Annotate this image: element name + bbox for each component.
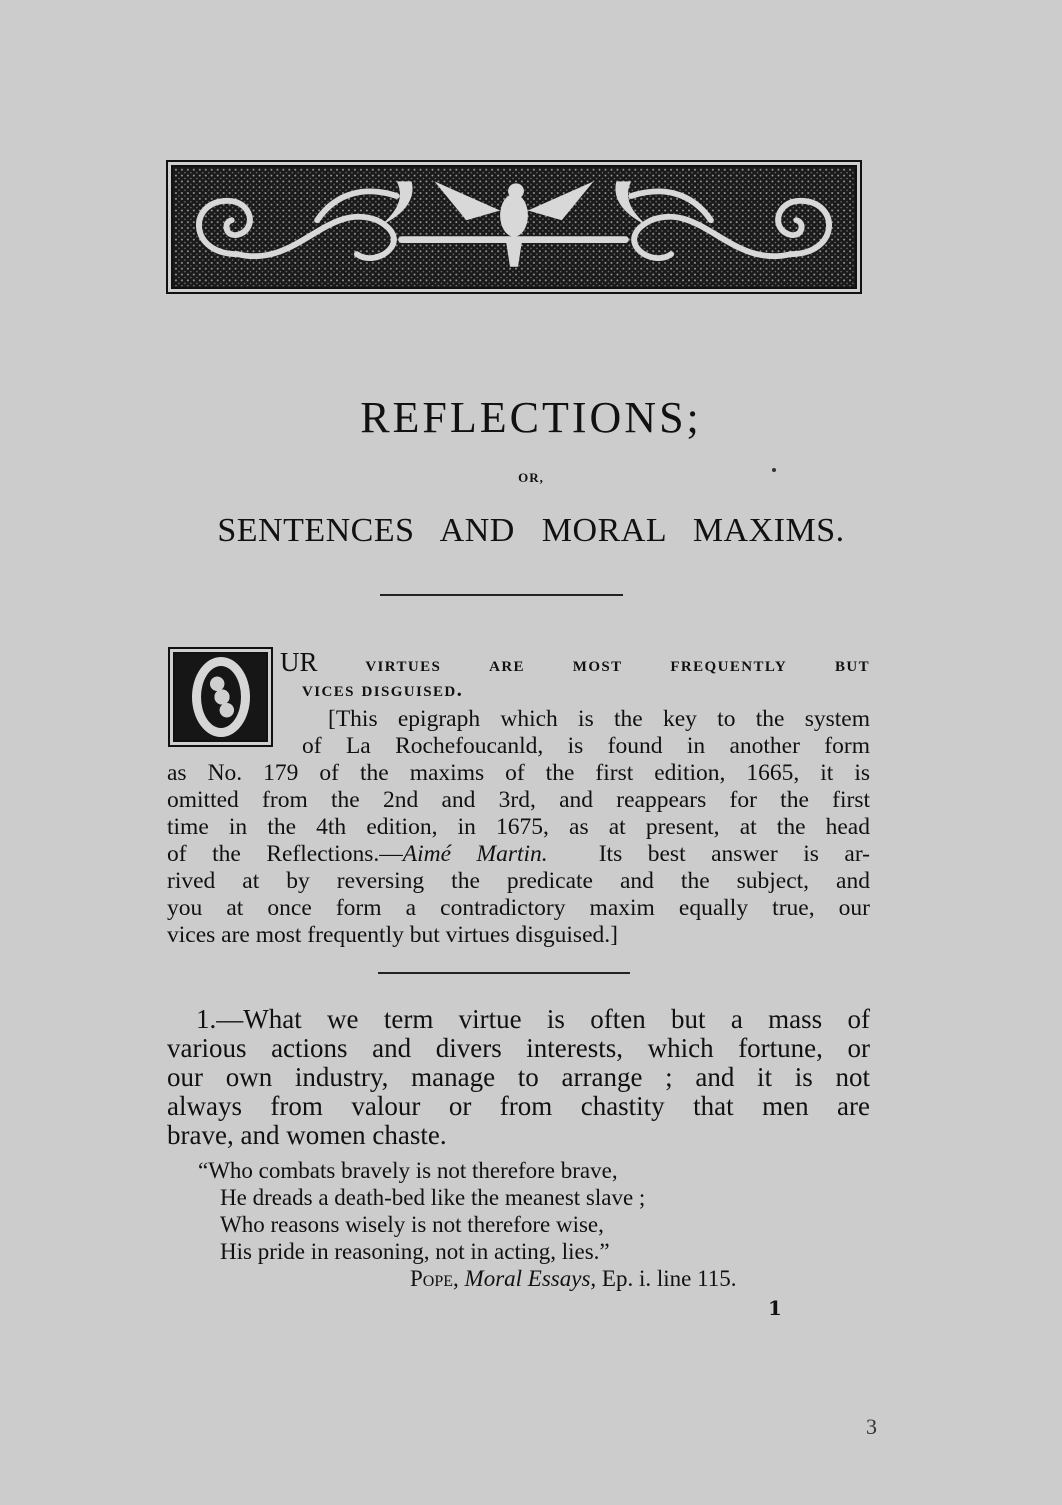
epigraph-heading-text: virtues are most frequently but (365, 652, 870, 676)
attribution-reference: Ep. i. line 115. (601, 1266, 737, 1291)
maxim-line: always from valour or from chastity that men are (167, 1091, 870, 1121)
attribution-work: Moral Essays, (464, 1266, 597, 1291)
divider-rule (380, 594, 623, 596)
note-line (167, 841, 870, 868)
note-line: omitted from the 2nd and 3rd, and reappears for the first (167, 787, 870, 813)
verse-line: Who reasons wisely is not therefore wise, (220, 1212, 604, 1237)
verse-line: “Who combats bravely is not therefore brave, (198, 1158, 618, 1183)
note-text: of the Reflections.— (167, 841, 403, 867)
maxim-line: various actions and divers interests, which fortune, or (167, 1033, 870, 1063)
verse-line: His pride in reasoning, not in acting, lies.” (220, 1239, 610, 1264)
maxim-line: brave, and women chaste. (167, 1120, 447, 1150)
drop-cap-foliage (210, 675, 234, 719)
note-line: as No. 179 of the maxims of the first edition, 1665, it is (167, 760, 870, 786)
note-line: vices are most frequently but virtues disguised.] (167, 922, 618, 948)
attribution-author: Pope, (410, 1266, 459, 1291)
drop-cap-continuation: UR (280, 647, 318, 677)
drop-cap-o-icon (168, 647, 273, 747)
page-number: 3 (866, 1414, 877, 1439)
verse-line: He dreads a death-bed like the meanest slave ; (220, 1185, 646, 1210)
page-title: REFLECTIONS; (360, 393, 702, 442)
divider-rule (378, 972, 630, 974)
page-subtitle: SENTENCES AND MORAL MAXIMS. (217, 512, 845, 549)
note-author: Aimé Martin. (402, 841, 548, 867)
title-conjunction: OR, (518, 470, 544, 485)
epigraph-heading-line-1 (280, 647, 870, 678)
note-line: [This epigraph which is the key to the system (328, 706, 870, 732)
signature-mark: 1 (768, 1296, 782, 1320)
note-line: you at once form a contradictory maxim equally true, our (167, 895, 870, 921)
quote-attribution (410, 1266, 736, 1292)
print-speck (772, 468, 776, 472)
note-line: rived at by reversing the predicate and the subject, and (167, 868, 870, 894)
epigraph-heading-line-2: vices disguised. (302, 677, 464, 701)
note-line: time in the 4th edition, in 1675, as at present, at the head (167, 814, 870, 840)
note-text: Its best answer is ar- (598, 841, 870, 867)
bird-scroll-ornament-icon (168, 162, 860, 292)
note-line: of La Rochefoucanld, is found in another form (302, 733, 870, 759)
maxim-line: our own industry, manage to arrange ; and it is not (167, 1062, 870, 1092)
maxim-line: 1.—What we term virtue is often but a mass of (196, 1004, 870, 1034)
headpiece-ornament (166, 160, 862, 294)
